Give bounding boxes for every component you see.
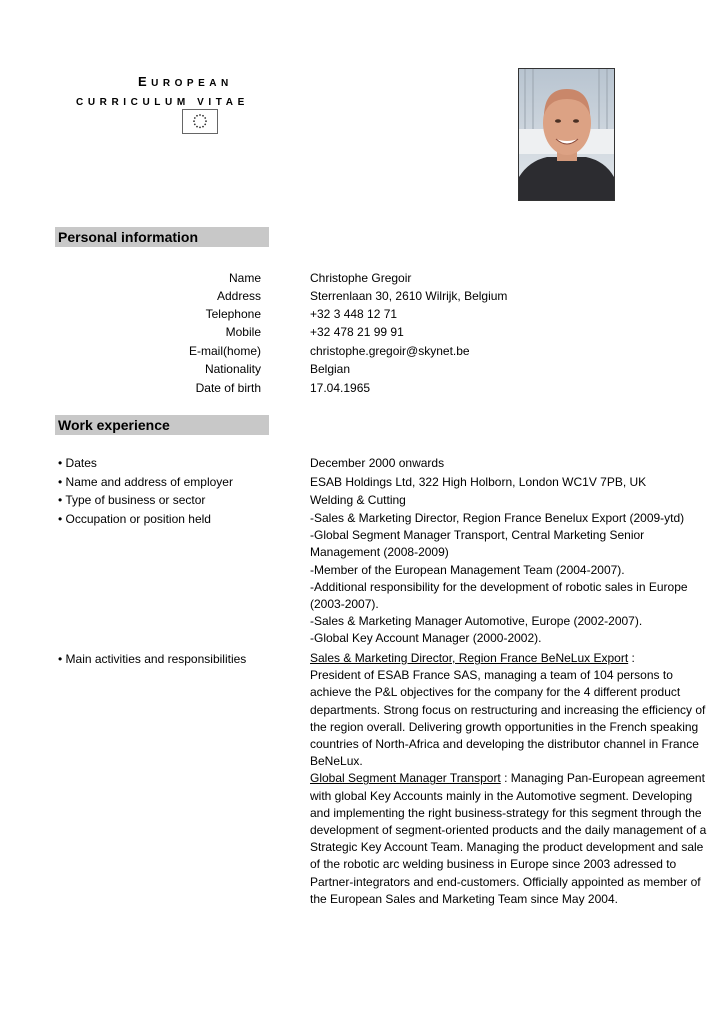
- activities-line: President of ESAB France SAS, managing a team of 104 persons to: [310, 668, 673, 683]
- work-value: Welding & Cutting: [310, 493, 406, 507]
- profile-photo: [518, 68, 615, 201]
- info-value: christophe.gregoir@skynet.be: [310, 344, 470, 358]
- info-row: [55, 305, 715, 323]
- info-row: [55, 342, 715, 360]
- activities-line: the region overall. Delivering growth opportunities in the French speaking: [310, 719, 699, 734]
- info-value: Christophe Gregoir: [310, 271, 412, 285]
- work-label: • Name and address of employer: [58, 475, 233, 489]
- cv-title-line2: CURRICULUM VITAE: [76, 97, 249, 108]
- occupation-line: -Global Key Account Manager (2000-2002).: [310, 631, 542, 646]
- work-label: • Type of business or sector: [58, 493, 206, 507]
- work-value: December 2000 onwards: [310, 456, 445, 470]
- occupation-line: -Sales & Marketing Director, Region France Benelux Export (2009-ytd): [310, 511, 685, 525]
- cv-title-rest: UROPEAN: [151, 78, 233, 89]
- info-row: [55, 360, 715, 378]
- activities-line: departments. Strong focus on restructuring and increasing the efficiency of: [310, 702, 706, 717]
- activities-line: Partner-integrators and end-customers. Officially appointed as member of: [310, 874, 701, 889]
- activities-heading-2: Global Segment Manager Transport: [310, 771, 501, 786]
- occupation-line: -Member of the European Management Team (2004-2007).: [310, 562, 625, 577]
- work-label: • Main activities and responsibilities: [58, 652, 247, 666]
- activities-line: countries of North-Africa and developing the distributor channel in France: [310, 737, 699, 752]
- occupation-line: (2003-2007).: [310, 597, 379, 612]
- info-row: [55, 379, 715, 397]
- activities-heading-1-suffix: :: [628, 651, 635, 665]
- info-value: Sterrenlaan 30, 2610 Wilrijk, Belgium: [310, 289, 508, 303]
- eu-flag-icon: [182, 109, 218, 134]
- info-label: Telephone: [205, 307, 261, 321]
- activities-heading-2-suffix: : Managing Pan-European agreement: [500, 771, 705, 786]
- info-label: Nationality: [204, 362, 261, 376]
- info-row: [55, 323, 715, 341]
- work-value: ESAB Holdings Ltd, 322 High Holborn, London WC1V 7PB, UK: [310, 475, 647, 489]
- work-label: • Occupation or position held: [58, 512, 211, 526]
- info-value: +32 478 21 99 91: [310, 325, 404, 339]
- activities-line: BeNeLux.: [310, 754, 363, 769]
- info-label: Mobile: [225, 325, 261, 339]
- info-label: E-mail(home): [188, 344, 261, 358]
- occupation-lines: [310, 510, 720, 648]
- activities-line: development of segment-oriented products and the daily management of a: [310, 823, 707, 838]
- info-value: +32 3 448 12 71: [310, 307, 398, 321]
- cv-title-initial: E: [138, 74, 152, 89]
- activities-line: and implementing the right business-strategy for this segment through the: [310, 805, 702, 820]
- info-value: Belgian: [310, 362, 351, 376]
- activities-line: achieve the P&L objectives for the company for the 4 different product: [310, 685, 681, 700]
- occupation-line: -Global Segment Manager Transport, Central Marketing Senior: [310, 528, 645, 543]
- info-row: [55, 287, 715, 305]
- info-row: [55, 269, 715, 287]
- activities-line: Strategic Key Account Team. Managing the product development and sale: [310, 840, 704, 855]
- section-personal-information: Personal information: [55, 227, 269, 247]
- activities-heading: [310, 770, 720, 787]
- cv-title-line1: [138, 74, 233, 89]
- activities-line: the European Sales and Marketing Team since May 2004.: [310, 891, 618, 906]
- info-label: Address: [216, 289, 261, 303]
- section-work-experience: Work experience: [55, 415, 269, 435]
- info-label: Date of birth: [195, 381, 261, 395]
- occupation-line: Management (2008-2009): [310, 545, 449, 560]
- info-label: Name: [228, 271, 261, 285]
- occupation-line: -Additional responsibility for the development of robotic sales in Europe: [310, 579, 688, 594]
- info-value: 17.04.1965: [310, 381, 371, 395]
- activities-line: with global Key Accounts mainly in the Automotive segment. Developing: [310, 788, 693, 803]
- activities-heading-1: Sales & Marketing Director, Region France BeNeLux Export: [310, 651, 629, 665]
- activities-line: of the robotic arc welding business in Europe since 2003 adressed to: [310, 857, 677, 872]
- activities-lines: [310, 650, 720, 908]
- occupation-line: -Sales & Marketing Manager Automotive, Europe (2002-2007).: [310, 614, 643, 629]
- activities-heading: [310, 650, 720, 667]
- work-label: • Dates: [58, 456, 97, 470]
